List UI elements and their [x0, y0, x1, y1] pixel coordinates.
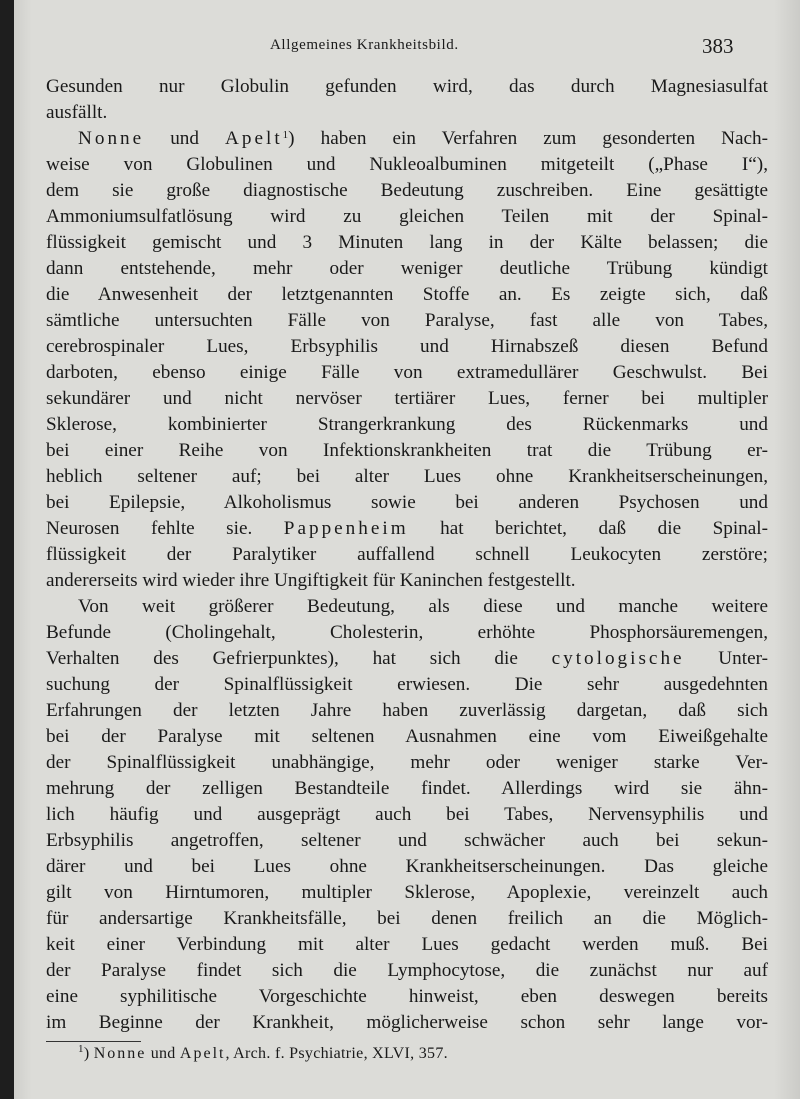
text-line: eine syphilitische Vorgeschichte hinweist, eben deswegen bereits [46, 986, 768, 1007]
text-line: die Anwesenheit der letztgenannten Stoffe an. Es zeigte sich, daß [46, 284, 768, 305]
running-head [14, 34, 800, 58]
text-line: Von weit größerer Bedeutung, als diese und manche weitere [78, 596, 768, 617]
text-line: bei der Paralyse mit seltenen Ausnahmen eine vom Eiweißgehalte [46, 726, 768, 747]
text-line [46, 646, 768, 672]
page-number: 383 [702, 34, 734, 58]
text-line: heblich seltener auf; bei alter Lues ohne Krankheitserscheinungen, [46, 466, 768, 487]
text-fragment: Unter- [684, 648, 768, 669]
text-line: sämtliche untersuchten Fälle von Paralyse, fast alle von Tabes, [46, 310, 768, 331]
book-page [14, 0, 800, 1099]
text-line: weise von Globulinen und Nukleoalbuminen mitgeteilt („Phase I“), [46, 154, 768, 175]
footnote: $^1$) Nonne und Apelt, Arch. f. Psychiatrie, XLVI, 357. [78, 1043, 448, 1062]
footnote-citation: , Arch. f. Psychiatrie, XLVI, 357. [225, 1045, 448, 1062]
text-line: Ammoniumsulfatlösung wird zu gleichen Teilen mit der Spinal- [46, 206, 768, 227]
text-line: bei einer Reihe von Infektionskrankheiten trat die Trübung er- [46, 440, 768, 461]
text-line: Befunde (Cholingehalt, Cholesterin, erhöhte Phosphorsäuremengen, [46, 622, 768, 643]
text-line: gilt von Hirntumoren, multipler Sklerose, Apoplexie, vereinzelt auch [46, 882, 768, 903]
footnote-divider [46, 1041, 141, 1042]
footnote-marker: 1 [78, 1043, 84, 1055]
author-name: Nonne [78, 128, 145, 149]
text-line: mehrung der zelligen Bestandteile findet. Allerdings wird sie ähn- [46, 778, 768, 799]
text-fragment: und [146, 1045, 180, 1062]
text-fragment: Verhalten des Gefrierpunktes), hat sich die [46, 648, 552, 669]
text-line: für andersartige Krankheitsfälle, bei denen freilich an die Möglich- [46, 908, 768, 929]
text-line: der Spinalflüssigkeit unabhängige, mehr oder weniger starke Ver- [46, 752, 768, 773]
text-line: därer und bei Lues ohne Krankheitserscheinungen. Das gleiche [46, 856, 768, 877]
footnote-reference: 1 [282, 129, 289, 141]
author-name: Nonne [93, 1045, 147, 1062]
text-fragment: ) haben ein Verfahren zum gesonderten Nach- [288, 128, 768, 149]
text-line: sekundärer und nicht nervöser tertiärer Lues, ferner bei multipler [46, 388, 768, 409]
text-line: dann entstehende, mehr oder weniger deutliche Trübung kündigt [46, 258, 768, 279]
text-line [46, 126, 768, 152]
text-line: Erfahrungen der letzten Jahre haben zuverlässig dargetan, daß sich [46, 700, 768, 721]
text-line: lich häufig und ausgeprägt auch bei Tabes, Nervensyphilis und [46, 804, 768, 825]
author-name: Apelt [225, 128, 283, 149]
text-line: bei Epilepsie, Alkoholismus sowie bei anderen Psychosen und [46, 492, 768, 513]
text-line: Sklerose, kombinierter Strangerkrankung des Rückenmarks und [46, 414, 768, 435]
text-line: dem sie große diagnostische Bedeutung zuschreiben. Eine gesättigte [46, 180, 768, 201]
text-line: Gesunden nur Globulin gefunden wird, das durch Magnesiasulfat [46, 76, 768, 97]
text-line: ausfällt. [46, 102, 108, 123]
text-fragment: und [144, 128, 226, 149]
text-line: keit einer Verbindung mit alter Lues gedacht werden muß. Bei [46, 934, 768, 955]
text-line: im Beginne der Krankheit, möglicherweise schon sehr lange vor- [46, 1012, 768, 1033]
text-fragment: hat berichtet, daß die Spinal- [408, 518, 768, 539]
body-text [46, 74, 768, 1036]
author-name: Apelt [179, 1045, 226, 1062]
text-line: der Paralyse findet sich die Lymphocytose, die zunächst nur auf [46, 960, 768, 981]
text-line: darboten, ebenso einige Fälle von extramedullärer Geschwulst. Bei [46, 362, 768, 383]
emphasized-term: cytologische [551, 648, 685, 669]
text-line: suchung der Spinalflüssigkeit erwiesen. Die sehr ausgedehnten [46, 674, 768, 695]
text-line: andererseits wird wieder ihre Ungiftigkeit für Kaninchen festgestellt. [46, 570, 576, 591]
text-line [46, 516, 768, 542]
text-fragment: Neurosen fehlte sie. [46, 518, 284, 539]
text-line: flüssigkeit gemischt und 3 Minuten lang in der Kälte belassen; die [46, 232, 768, 253]
running-title: Allgemeines Krankheitsbild. [270, 37, 459, 53]
text-line: Erbsyphilis angetroffen, seltener und schwächer auch bei sekun- [46, 830, 768, 851]
text-line: flüssigkeit der Paralytiker auffallend schnell Leukocyten zerstöre; [46, 544, 768, 565]
text-line: cerebrospinaler Lues, Erbsyphilis und Hirnabszeß diesen Befund [46, 336, 768, 357]
author-name: Pappenheim [283, 518, 409, 539]
